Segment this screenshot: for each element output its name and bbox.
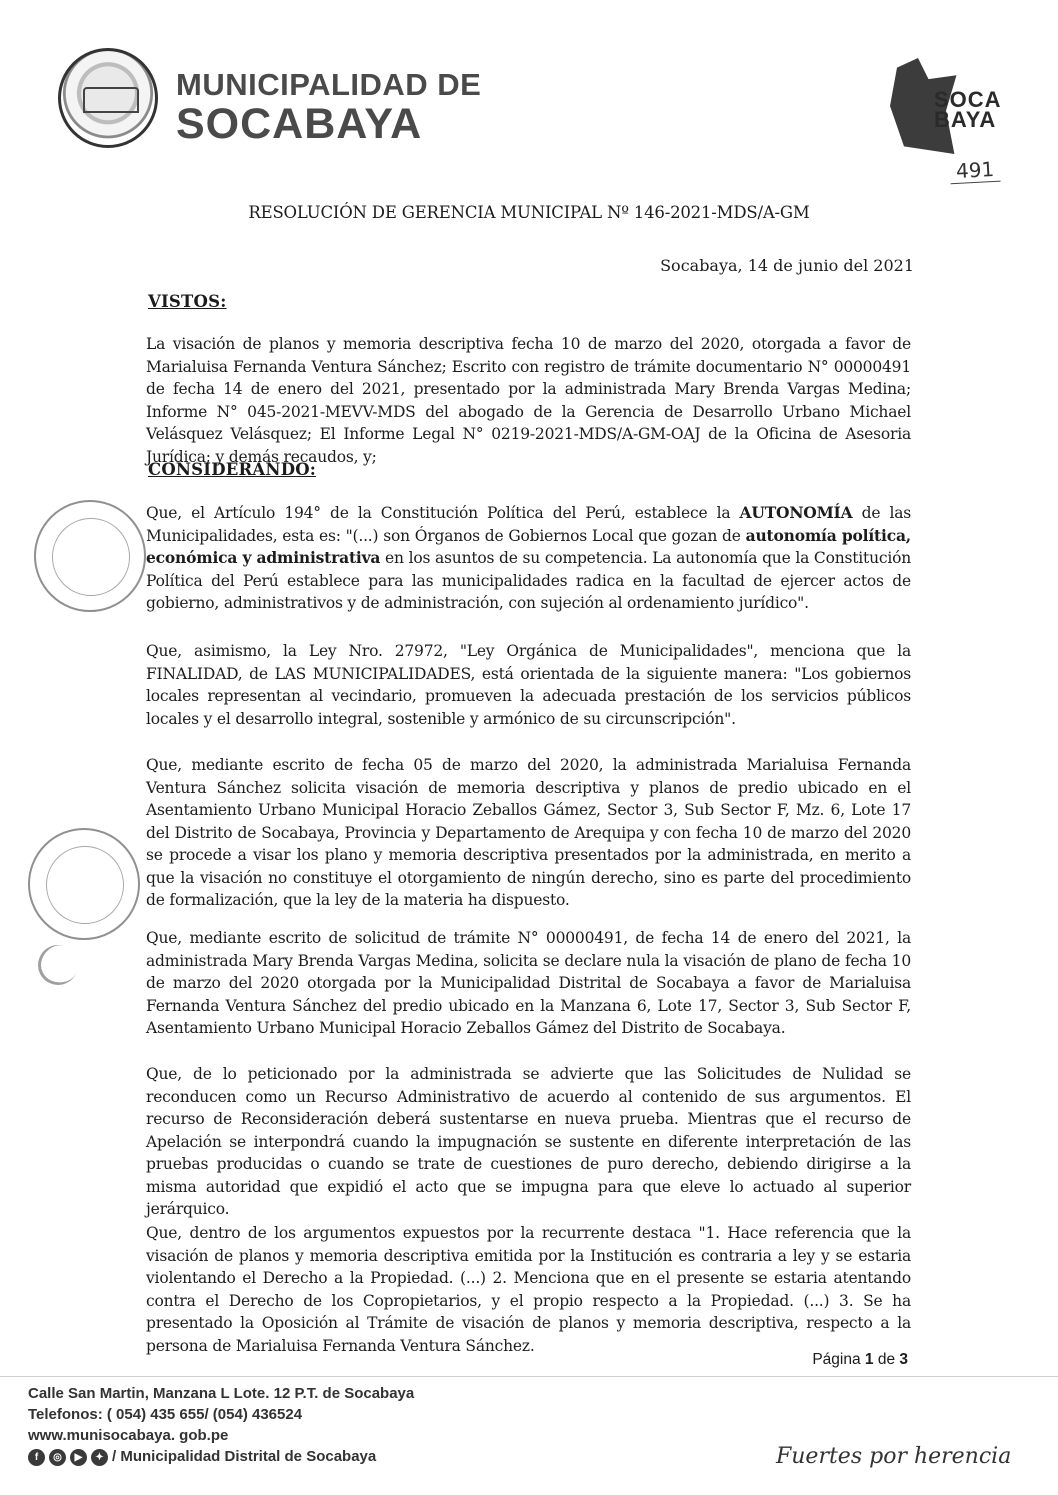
footer-social-text: / Municipalidad Distrital de Socabaya xyxy=(112,1448,377,1465)
youtube-icon[interactable]: ▶ xyxy=(70,1449,87,1466)
page-total: 3 xyxy=(899,1351,908,1368)
page-current: 1 xyxy=(864,1351,874,1368)
logo-word xyxy=(934,87,1002,132)
footer-social-row xyxy=(28,1446,414,1467)
brand-line-2: SOCABAYA xyxy=(176,100,423,148)
brand-line-1: MUNICIPALIDAD DE xyxy=(176,67,482,102)
instagram-icon[interactable]: ◎ xyxy=(49,1449,66,1466)
p1-autonomia-types: autonomía política, económica y administrativa xyxy=(146,525,911,567)
footer-divider xyxy=(0,1376,1058,1377)
considerando-heading: CONSIDERANDO: xyxy=(148,460,317,479)
twitter-icon[interactable]: ✦ xyxy=(91,1449,108,1466)
document-date: Socabaya, 14 de junio del 2021 xyxy=(660,256,914,275)
vistos-heading: VISTOS: xyxy=(148,292,227,311)
considerando-paragraph-5: Que, de lo peticionado por la administrada se advierte que las Solicitudes de Nulidad se reconducen como un Recurso Administrativo de acuerdo al contenido de sus argumentos. El recurso de Reconsideración deberá sustentarse en nueva prueba. Mientras que el recurso de Apelación se interpondrá cuando la impugnación se sustente en diferente interpretación de las pruebas producidas o cuando se trate de cuestiones de puro derecho, debiendo dirigirse a la misma autoridad que expidió el acto que se impugna para que eleve lo actuado al superior jerárquico. xyxy=(146,1065,911,1218)
considerando-paragraph-6: Que, dentro de los argumentos expuestos por la recurrente destaca "1. Hace referencia que la visación de planos y memoria descriptiva emitida por la Institución es contraria a ley y se estaria violentando el Derecho a la Propiedad. (...) 2. Menciona que en el presente se estaria atentando contra el Derecho de los Copropietarios, y el propio respecto a la Propiedad. (...) 3. Se ha presentado la Oposición al Trámite de visación de planos y memoria descriptiva, respecto a la persona de Marialuisa Fernanda Ventura Sánchez. xyxy=(146,1224,911,1355)
considerando-paragraph-2: Que, asimismo, la Ley Nro. 27972, "Ley Orgánica de Municipalidades", menciona que la FINALIDAD, de LAS MUNICIPALIDADES, está orientada de la siguiente manera: "Los gobiernos locales representan al vecindario, promueven la adecuada prestación de los servicios públicos locales y el desarrollo integral, sostenible y armónico de su circunscripción". xyxy=(146,642,911,728)
municipal-seal-logo xyxy=(58,48,158,148)
footer-phones: Telefonos: ( 054) 435 655/ (054) 436524 xyxy=(28,1406,303,1423)
considerando-paragraph-4: Que, mediante escrito de solicitud de trámite N° 00000491, de fecha 14 de enero del 2021, la administrada Mary Brenda Vargas Medina, solicita se declare nula la visación de plano de fecha 10 de marzo del 2020 otorgada por la Municipalidad Distrital de Socabaya a favor de Marialuisa Fernanda Ventura Sánchez del predio ubicado en la Manzana 6, Lote 17, Sector 3, Sub Sector F, Asentamiento Urbano Municipal Horacio Zeballos Gámez del Distrito de Socabaya. xyxy=(146,929,911,1037)
p1-text-a: Que, el Artículo 194° de la Constitución Política del Perú, establece la xyxy=(146,504,740,522)
logo-word-line-1: SOCA xyxy=(934,87,1002,112)
page-label: Página xyxy=(812,1351,865,1368)
resolution-title: RESOLUCIÓN DE GERENCIA MUNICIPAL Nº 146-2021-MDS/A-GM xyxy=(248,203,810,222)
page-number xyxy=(812,1351,908,1369)
facebook-icon[interactable]: f xyxy=(28,1449,45,1466)
brand-title xyxy=(176,68,481,146)
handwritten-folio-number: 491 xyxy=(949,157,1000,185)
footer-address: Calle San Martin, Manzana L Lote. 12 P.T. de Socabaya xyxy=(28,1385,415,1402)
p1-text-c: de las Municipalidades, esta es: "(...) son Órganos de Gobiernos Local que gozan de xyxy=(146,504,911,545)
vistos-paragraph: La visación de planos y memoria descriptiva fecha 10 de marzo del 2020, otorgada a favor de Marialuisa Fernanda Ventura Sánchez; Escrito con registro de trámite documentario N° 00000491 de fecha 14 de enero del 2021, presentado por la administrada Mary Brenda Vargas Medina; Informe N° 045-2021-MEVV-MDS del abogado de la Gerencia de Desarrollo Urbano Michael Velásquez Velásquez; El Informe Legal N° 0219-2021-MDS/A-GM-OAJ de la Oficina de Asesoria Jurídica; y demás recaudos, y; xyxy=(146,335,911,466)
p1-autonomia: AUTONOMÍA xyxy=(739,503,853,522)
logo-word-line-2: BAYA xyxy=(934,107,997,132)
page-of-label: de xyxy=(873,1351,900,1368)
footer-contact xyxy=(28,1383,414,1467)
municipal-stamp-2 xyxy=(28,828,140,940)
footer-website[interactable]: www.munisocabaya. gob.pe xyxy=(28,1427,229,1444)
p1-text-e: en los asuntos de su competencia. La autonomía que la Constitución Política del Perú establece para las municipalidades radica en la facultad de ejercer actos de gobierno, administrativos y de administración, con sujeción al ordenamiento jurídico". xyxy=(146,549,912,612)
considerando-paragraph-1 xyxy=(146,502,911,615)
socabaya-logo xyxy=(882,58,1002,168)
social-icons xyxy=(28,1449,108,1466)
stamp-partial-mark xyxy=(32,939,83,990)
slogan: Fuertes por herencia xyxy=(776,1444,1012,1469)
considerando-paragraph-3: Que, mediante escrito de fecha 05 de marzo del 2020, la administrada Marialuisa Fernanda Ventura Sánchez solicita visación de memoria descriptiva y planos de predio ubicado en el Asentamiento Urbano Municipal Horacio Zeballos Gámez, Sector 3, Sub Sector F, Mz. 6, Lote 17 del Distrito de Socabaya, Provincia y Departamento de Arequipa y con fecha 10 de marzo del 2020 se procede a visar los plano y memoria descriptiva presentados por la administrada, en merito a que la visación no constituye el otorgamiento de ningún derecho, sino es parte del procedimiento de formalización, que la ley de la materia ha dispuesto. xyxy=(146,756,911,909)
municipal-stamp-1 xyxy=(34,500,146,612)
